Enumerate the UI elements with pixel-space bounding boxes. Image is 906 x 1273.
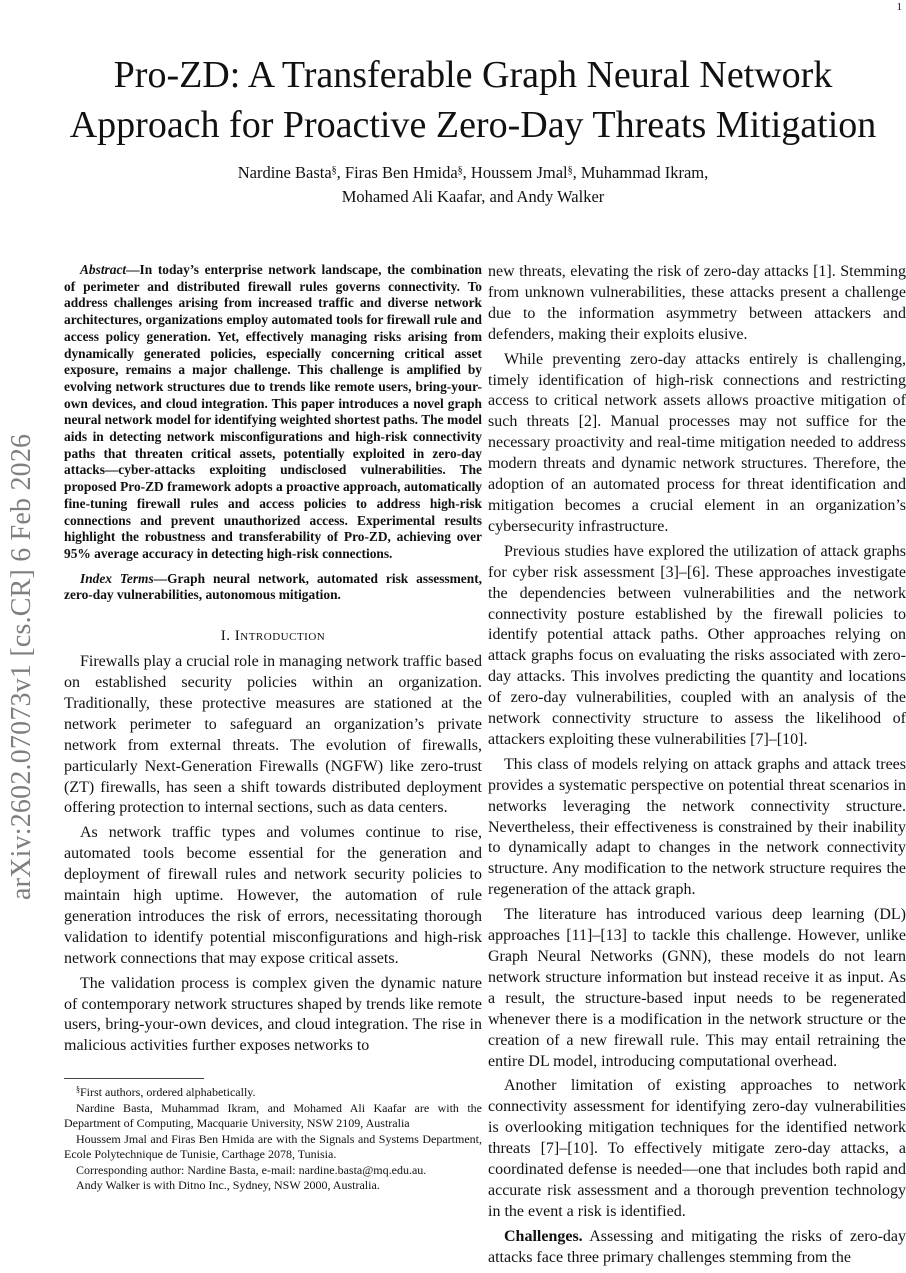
- title-line-2: Approach for Proactive Zero-Day Threats Mitigation: [69, 104, 877, 146]
- author-name: Mohamed Ali Kaafar, and Andy Walker: [341, 187, 605, 206]
- index-terms-lead: Index Terms: [80, 570, 154, 586]
- index-terms-text: —Graph neural network, automated risk assessment, zero-day vulnerabilities, autonomous mitigation.: [64, 570, 482, 603]
- paragraph-text: Assessing and mitigating the risks of zero-day attacks face three primary challenges stemming from the: [488, 1227, 906, 1266]
- index-terms: [64, 571, 482, 604]
- footnote: Houssem Jmal and Firas Ben Hmida are with the Signals and Systems Department, Ecole Polytechnique de Tunisie, Carthage 2078, Tunisia.: [64, 1131, 482, 1161]
- paper-title: [40, 50, 906, 150]
- footnote-mark: §: [76, 1085, 80, 1094]
- author-name: Firas Ben Hmida: [344, 163, 458, 182]
- author-separator: ,: [462, 163, 471, 182]
- footnote: [64, 1085, 482, 1101]
- arxiv-identifier: arXiv:2602.07073v1 [cs.CR] 6 Feb 2026: [6, 433, 37, 900]
- author-name: Muhammad Ikram,: [580, 163, 709, 182]
- footnotes: [64, 1078, 482, 1194]
- author-name: Nardine Basta: [237, 163, 332, 182]
- paragraph-lead: Challenges.: [504, 1227, 583, 1245]
- author-list: [40, 161, 906, 209]
- abstract: [64, 262, 482, 563]
- first-author-mark: §: [457, 165, 463, 176]
- footnote-text: First authors, ordered alphabetically.: [80, 1085, 256, 1099]
- section-heading: I. Introduction: [220, 628, 326, 645]
- author-separator: ,: [336, 163, 345, 182]
- title-line-1: Pro-ZD: A Transferable Graph Neural Network: [113, 54, 833, 96]
- author-name: Houssem Jmal: [470, 163, 568, 182]
- footnote-rule: [64, 1078, 204, 1079]
- first-author-mark: §: [331, 165, 337, 176]
- left-column: [64, 262, 482, 1061]
- footnote: Corresponding author: Nardine Basta, e-mail: nardine.basta@mq.edu.au.: [76, 1162, 427, 1177]
- paragraph: Firewalls play a crucial role in managing network traffic based on established security policies within an organization. Traditionally, these protective measures are stationed at the network perimeter to safeguard an organization’s private network from external threats. The evolution of firewalls, particularly Next-Generation Firewalls (NGFW) like zero-trust (ZT) firewalls, has seen a shift towards distributed deployment offering protection to internal sections, such as data centers.: [64, 653, 482, 817]
- paragraph: Previous studies have explored the utilization of attack graphs for cyber risk assessment [3]–[6]. These approaches investigate the dependencies between vulnerabilities and the network connectivity posture established by the firewall policies to identify potential attack paths. Other approaches relying on attack graphs focus on evaluating the risks associated with zero-day attacks. This involves predicting the quantity and locations of zero-day vulnerabilities, coupled with an analysis of the network connectivity structure to assess the likelihood of attackers exploiting these vulnerabilities [7]–[10].: [488, 542, 906, 748]
- abstract-text: —In today’s enterprise network landscape, the combination of perimeter and distributed firewall rules governs connectivity. To address challenges arising from increased traffic and diverse network architectures, organizations employ automated tools for firewall rule and access policy generation. Yet, effectively managing risks arising from dynamically generated policies, especially concerning critical asset exposure, remains a major challenge. This challenge is amplified by evolving network structures due to trends like remote users, bring-your-own devices, and cloud integration. This paper introduces a novel graph neural network model for identifying weighted shortest paths. The model aids in detecting network misconfigurations and high-risk connectivity paths that threaten critical assets, potentially exploited in zero-day attacks—cyber-attacks exploiting undisclosed vulnerabilities. The proposed Pro-ZD framework adopts a proactive approach, automatically fine-tuning firewall rules and access policies to address high-risk connections and prevent unauthorized access. Experimental results highlight the robustness and transferability of Pro-ZD, achieving over 95% average accuracy in detecting high-risk connections.: [64, 262, 482, 561]
- paragraph: new threats, elevating the risk of zero-day attacks [1]. Stemming from unknown vulnerabilities, these attacks present a challenge due to the information asymmetry between attackers and defenders, making their exploits elusive.: [488, 263, 906, 343]
- footnote: Nardine Basta, Muhammad Ikram, and Mohamed Ali Kaafar are with the Department of Computing, Macquarie University, NSW 2109, Australia: [64, 1100, 482, 1130]
- paragraph: The literature has introduced various deep learning (DL) approaches [11]–[13] to tackle this challenge. However, unlike Graph Neural Networks (GNN), these models do not learn network structure information but instead receive it as input. As a result, the structure-based input needs to be regenerated whenever there is a modification in the network structure or the creation of a new firewall rule. This may entail retraining the entire DL model, introducing computational overhead.: [488, 906, 906, 1070]
- paragraph: [488, 1227, 906, 1269]
- footnote: Andy Walker is with Ditno Inc., Sydney, NSW 2000, Australia.: [76, 1178, 380, 1192]
- paragraph: Another limitation of existing approaches to network connectivity assessment for identifying zero-day vulnerabilities is overlooking mitigation techniques for the identified network threats [7]–[10]. To effectively mitigate zero-day attacks, a coordinated defense is needed—one that includes both rapid and accurate risk assessment and a thorough prevention technology in the event a risk is identified.: [488, 1077, 906, 1220]
- page-number: 1: [896, 1, 902, 13]
- right-column: [488, 262, 906, 1273]
- paragraph: This class of models relying on attack graphs and attack trees provides a systematic perspective on potential threat scenarios in networks leveraging the network connectivity structure. Nevertheless, their effectiveness is constrained by their inability to dynamically adapt to changes in the network connectivity structure. Any modification to the network structure requires the regeneration of the attack graph.: [488, 755, 906, 899]
- author-separator: ,: [572, 163, 581, 182]
- paragraph: The validation process is complex given the dynamic nature of contemporary network structures shaped by trends like remote users, bring-your-own devices, and cloud integration. The rise in malicious activities further exposes networks to: [64, 974, 482, 1055]
- paragraph: As network traffic types and volumes continue to rise, automated tools become essential for the generation and deployment of firewall rules and network security policies to maintain high uptime. However, the automation of rule generation introduces the risk of errors, necessitating thorough validation to identify potential misconfigurations and high-risk network connections that may expose critical assets.: [64, 824, 482, 967]
- first-author-mark: §: [567, 165, 573, 176]
- abstract-lead: Abstract: [80, 262, 127, 277]
- paragraph: While preventing zero-day attacks entirely is challenging, timely identification of high-risk connections and restricting access to critical network assets allows proactive mitigation of such threats [2]. Manual processes may not suffice for the necessary proactivity and real-time mitigation needed to address modern threats and dynamic network structures. Therefore, the adoption of an automated process for threat identification and mitigation becomes a crucial element in an organization’s cybersecurity infrastructure.: [488, 350, 906, 535]
